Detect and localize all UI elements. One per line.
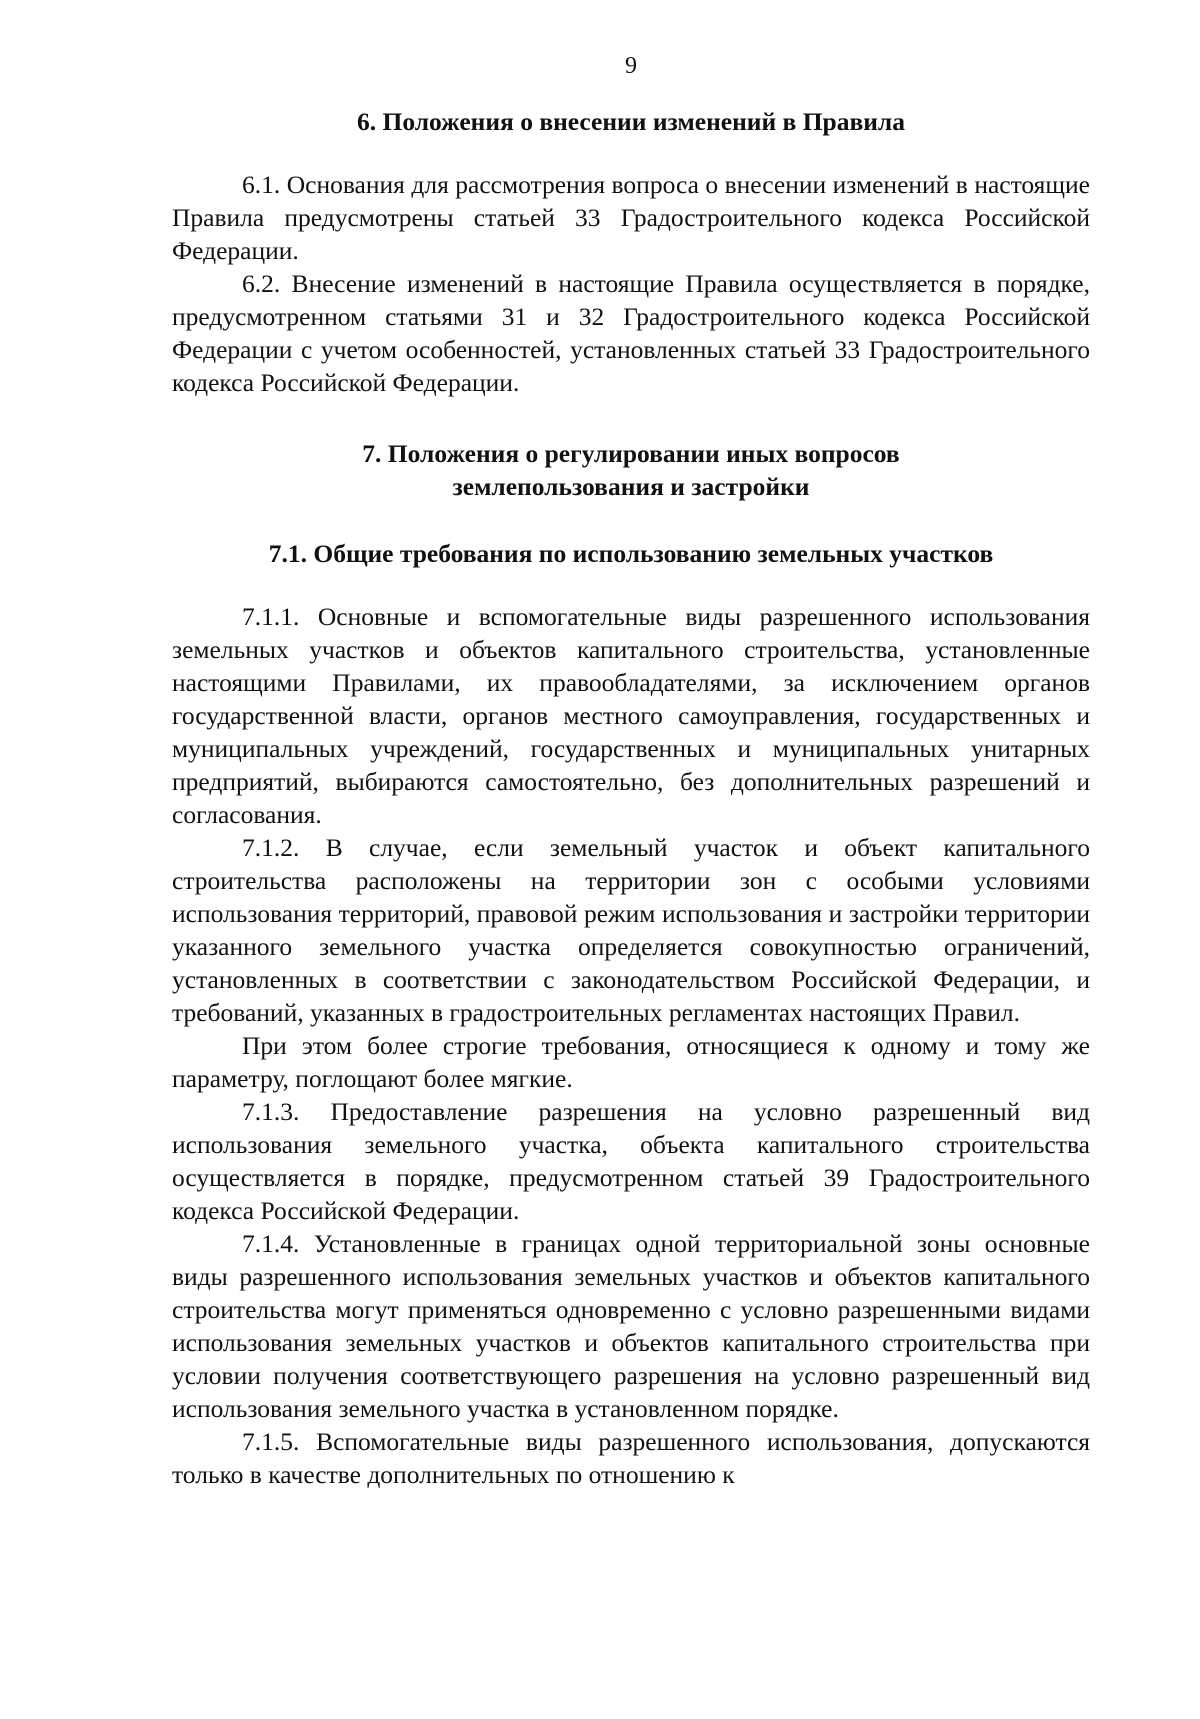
paragraph-6-2: 6.2. Внесение изменений в настоящие Правила осуществляется в порядке, предусмотренном статьями 31 и 32 Градостроительного кодекса Российской Федерации с учетом особенностей, установленных статьей 33 Градостроительного кодекса Российской Федерации. (172, 269, 1090, 397)
paragraph-7-1-4: 7.1.4. Установленные в границах одной территориальной зоны основные виды разрешенного использования земельных участков и объектов капитального строительства могут применяться одновременно с условно разрешенными видами использования земельных участков и объектов капитального строительства при условии получения соответствующего разрешения на условно разрешенный вид использования земельного участка в установленном порядке. (172, 1229, 1090, 1423)
subsection-7-1-title: 7.1. Общие требования по использованию земельных участков (268, 539, 994, 568)
section-6-title: 6. Положения о внесении изменений в Правила (357, 107, 905, 136)
paragraph-7-1-5: 7.1.5. Вспомогательные виды разрешенного использования, допускаются только в качестве дополнительных по отношению к (172, 1427, 1090, 1489)
document-page (172, 50, 1090, 1491)
paragraph-7-1-1: 7.1.1. Основные и вспомогательные виды разрешенного использования земельных участков и объектов капитального строительства, установленные настоящими Правилами, их правообладателями, за исключением органов государственной власти, органов местного самоуправления, государственных и муниципальных учреждений, государственных и муниципальных унитарных предприятий, выбираются самостоятельно, без дополнительных разрешений и согласования. (172, 602, 1090, 829)
paragraph-6-1: 6.1. Основания для рассмотрения вопроса о внесении изменений в настоящие Правила предусмотрены статьей 33 Градостроительного кодекса Российской Федерации. (172, 170, 1090, 265)
section-7-title-line-2: землепользования и застройки (452, 472, 810, 501)
paragraph-7-1-2-note: При этом более строгие требования, относящиеся к одному и тому же параметру, поглощают более мягкие. (172, 1031, 1090, 1093)
page-number: 9 (625, 53, 637, 79)
section-7-title-line-1: 7. Положения о регулировании иных вопросов (362, 439, 900, 468)
paragraph-7-1-2: 7.1.2. В случае, если земельный участок и объект капитального строительства расположены на территории зон с особыми условиями использования территорий, правовой режим использования и застройки территории указанного земельного участка определяется совокупностью ограничений, установленных в соответствии с законодательством Российской Федерации, и требований, указанных в градостроительных регламентах настоящих Правил. (172, 833, 1090, 1027)
section-7-title (172, 437, 1090, 503)
paragraph-7-1-3: 7.1.3. Предоставление разрешения на условно разрешенный вид использования земельного участка, объекта капитального строительства осуществляется в порядке, предусмотренном статьей 39 Градостроительного кодекса Российской Федерации. (172, 1097, 1090, 1225)
